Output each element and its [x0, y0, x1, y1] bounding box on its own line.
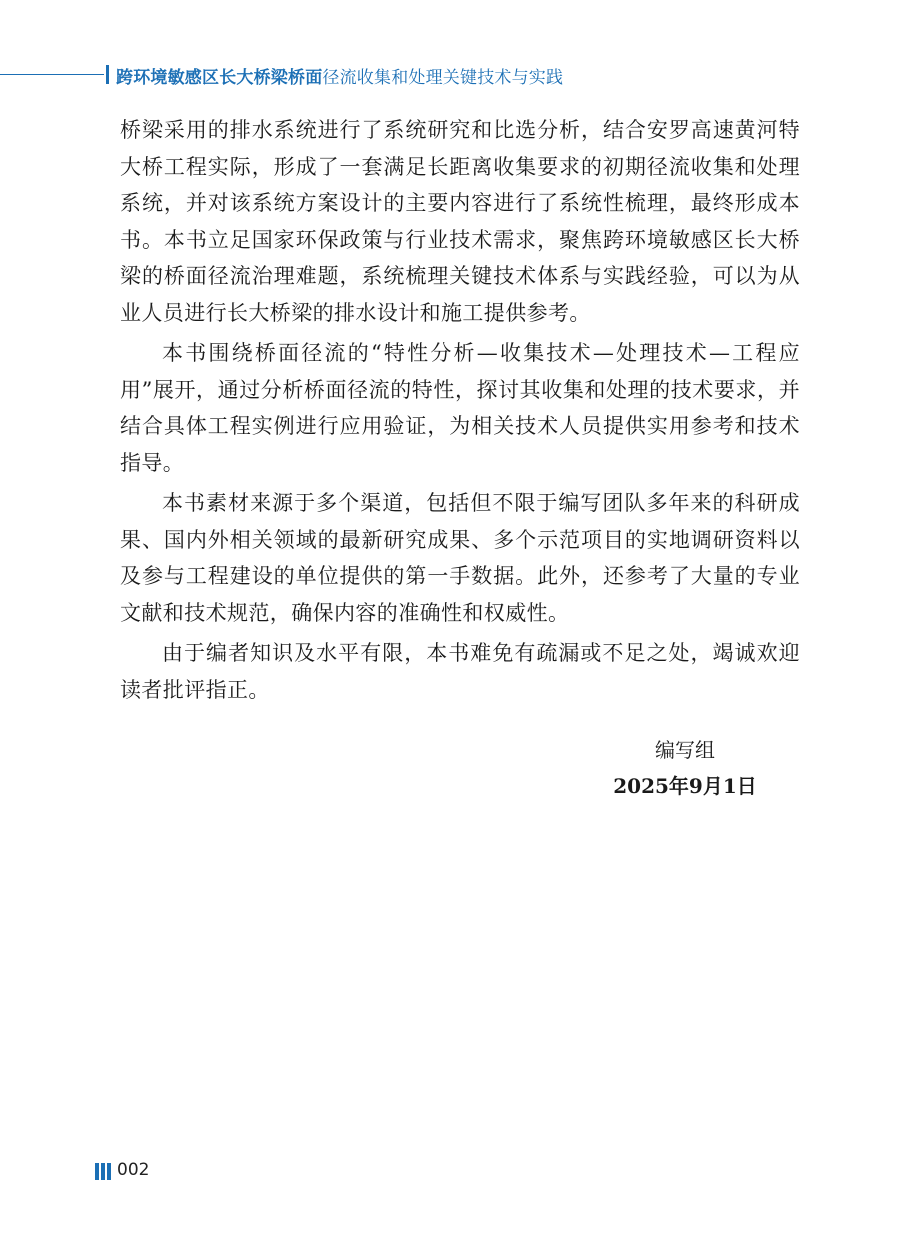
book-title: [116, 63, 563, 88]
header-marker: [106, 65, 109, 84]
paragraph-1: 桥梁采用的排水系统进行了系统研究和比选分析，结合安罗高速黄河特大桥工程实际，形成了一套满足长距离收集要求的初期径流收集和处理系统，并对该系统方案设计的主要内容进行了系统性梳理，最终形成本书。本书立足国家环保政策与行业技术需求，聚焦跨环境敏感区长大桥梁的桥面径流治理难题，系统梳理关键技术体系与实践经验，可以为从业人员进行长大桥梁的排水设计和施工提供参考。: [120, 118, 800, 325]
book-title-sub: 径流收集和处理关键技术与实践: [322, 68, 564, 88]
running-header: [0, 60, 900, 90]
preface-body: [120, 112, 800, 712]
header-rule: [0, 74, 104, 75]
page-number: 002: [117, 1160, 150, 1180]
paragraph-3: 本书素材来源于多个渠道，包括但不限于编写团队多年来的科研成果、国内外相关领域的最新研究成果、多个示范项目的实地调研资料以及参与工程建设的单位提供的第一手数据。此外，还参考了大量的专业文献和技术规范，确保内容的准确性和权威性。: [120, 491, 800, 625]
paragraph-4: 由于编者知识及水平有限，本书难免有疏漏或不足之处，竭诚欢迎读者批评指正。: [120, 641, 800, 702]
signature-author: 编写组: [655, 738, 715, 762]
signature-date: 2025年9月1日: [613, 774, 757, 798]
paragraph-2: 本书围绕桥面径流的“特性分析—收集技术—处理技术—工程应用”展开，通过分析桥面径流的特性，探讨其收集和处理的技术要求，并结合具体工程实例进行应用验证，为相关技术人员提供实用参考和技术指导。: [120, 341, 800, 475]
book-title-main: 跨环境敏感区长大桥梁桥面: [116, 68, 323, 88]
